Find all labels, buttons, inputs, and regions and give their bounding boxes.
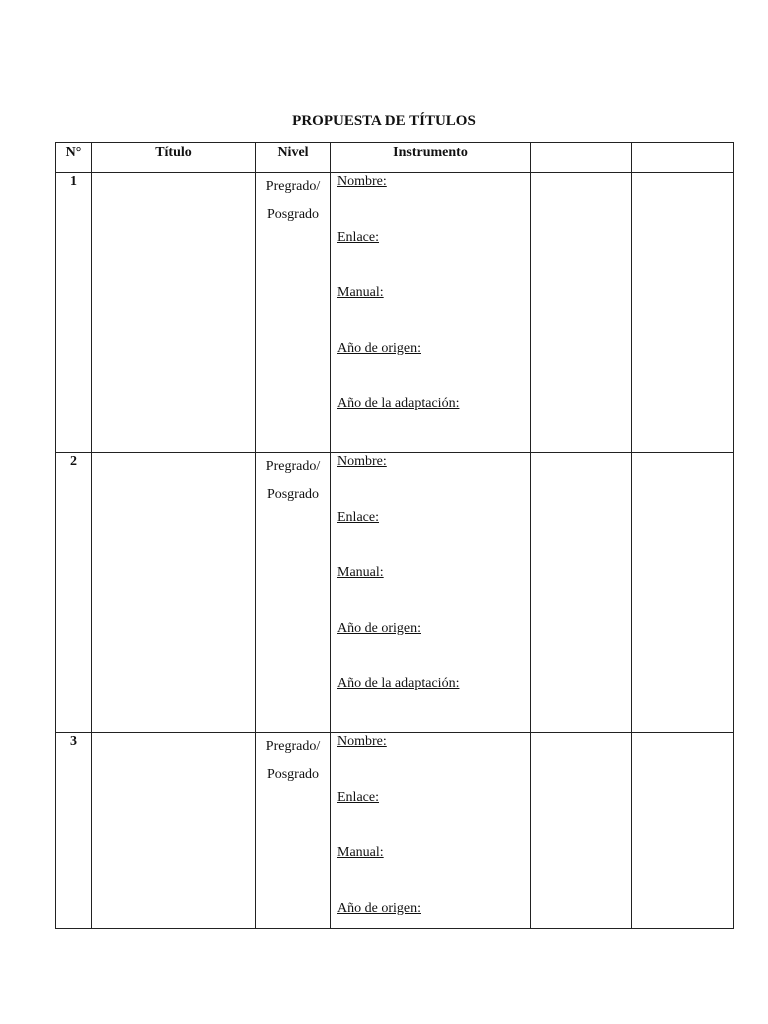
field-enlace: Enlace:	[337, 229, 379, 245]
field-manual: Manual:	[337, 565, 384, 581]
level-line-1: Pregrado/	[265, 739, 321, 754]
field-enlace: Enlace:	[337, 789, 379, 805]
blank-cell-1[interactable]	[531, 733, 632, 929]
header-instrument: Instrumento	[331, 143, 531, 173]
field-nombre: Nombre:	[337, 174, 387, 189]
blank-cell-2[interactable]	[632, 173, 734, 453]
field-anio-origen: Año de origen:	[337, 620, 421, 636]
blank-cell-2[interactable]	[632, 733, 734, 929]
field-nombre: Nombre:	[337, 734, 387, 749]
row-number: 1	[56, 173, 92, 453]
header-blank-1	[531, 143, 632, 173]
document-title: PROPUESTA DE TÍTULOS	[292, 113, 476, 129]
row-number: 3	[56, 733, 92, 929]
instrument-cell	[331, 453, 531, 733]
level-line-1: Pregrado/	[265, 459, 321, 474]
level-line-2: Posgrado	[266, 207, 320, 222]
proposal-table	[55, 142, 734, 929]
field-anio-origen: Año de origen:	[337, 340, 421, 356]
field-manual: Manual:	[337, 845, 384, 861]
blank-cell-1[interactable]	[531, 173, 632, 453]
field-manual: Manual:	[337, 285, 384, 301]
blank-cell-1[interactable]	[531, 453, 632, 733]
row-number: 2	[56, 453, 92, 733]
field-nombre: Nombre:	[337, 454, 387, 469]
instrument-cell	[331, 733, 531, 929]
header-blank-2	[632, 143, 734, 173]
level-cell	[256, 733, 331, 929]
table-row	[56, 733, 734, 929]
title-cell[interactable]	[92, 173, 256, 453]
header-number: N°	[56, 143, 92, 173]
instrument-cell	[331, 173, 531, 453]
field-enlace: Enlace:	[337, 509, 379, 525]
level-line-2: Posgrado	[266, 487, 320, 502]
blank-cell-2[interactable]	[632, 453, 734, 733]
title-cell[interactable]	[92, 733, 256, 929]
table-row	[56, 173, 734, 453]
table-row	[56, 453, 734, 733]
header-title: Título	[92, 143, 256, 173]
level-cell	[256, 173, 331, 453]
level-line-2: Posgrado	[266, 767, 320, 782]
field-anio-adaptacion: Año de la adaptación:	[337, 396, 460, 412]
field-anio-adaptacion: Año de la adaptación:	[337, 676, 460, 692]
header-level: Nivel	[256, 143, 331, 173]
table-header-row	[56, 143, 734, 173]
level-cell	[256, 453, 331, 733]
field-anio-origen: Año de origen:	[337, 900, 421, 916]
level-line-1: Pregrado/	[265, 179, 321, 194]
title-cell[interactable]	[92, 453, 256, 733]
